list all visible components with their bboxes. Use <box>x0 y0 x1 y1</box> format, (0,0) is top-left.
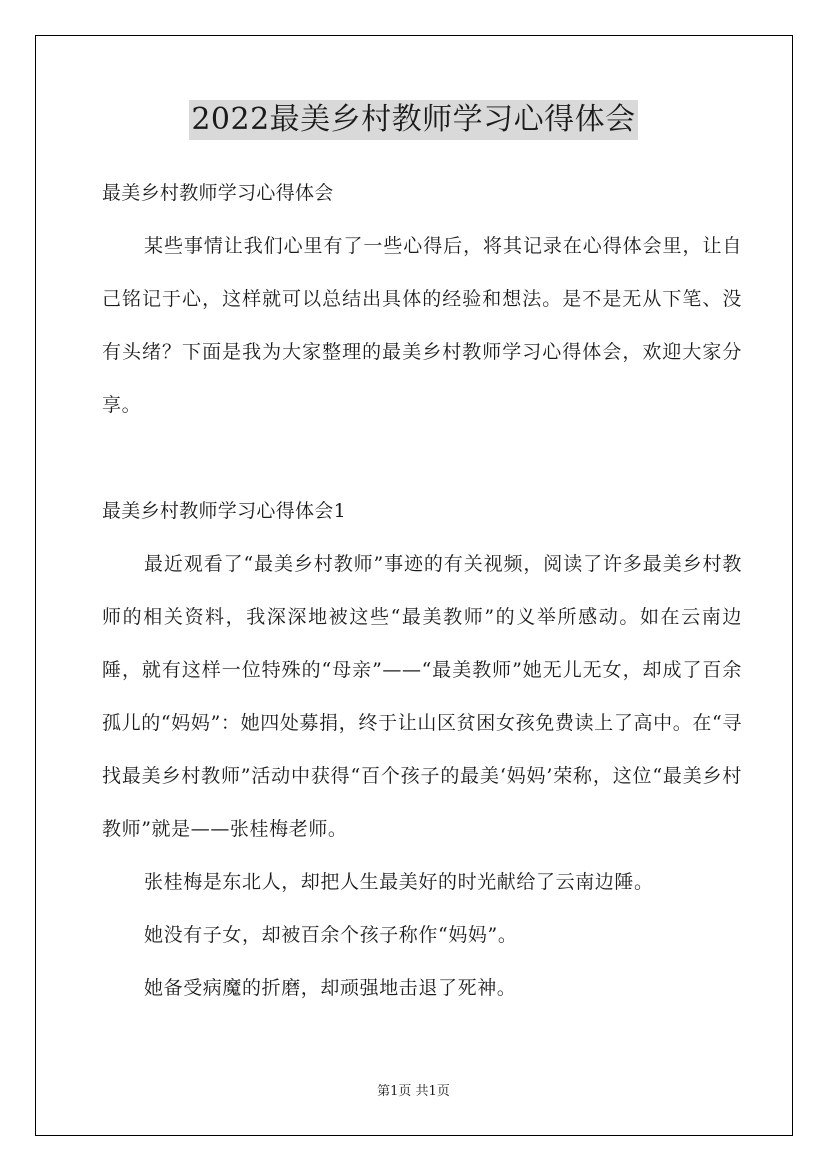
intro-heading: 最美乡村教师学习心得体会 <box>102 182 334 204</box>
section1-paragraph-1: 最近观看了“最美乡村教师”事迹的有关视频，阅读了许多最美乡村教师的相关资料，我深深地被这些“最美教师”的义举所感动。如在云南边陲，就有这样一位特殊的“母亲”——“最美教师”她无儿无女，却成了百余孤儿的“妈妈”：她四处募捐，终于让山区贫困女孩免费读上了高中。在“寻找最美乡村教师”活动中获得“百个孩子的最美‘妈妈’荣称，这位“最美乡村教师”就是——张桂梅老师。 <box>102 553 742 840</box>
document-body <box>102 167 742 1015</box>
section1-heading: 最美乡村教师学习心得体会1 <box>102 500 346 522</box>
page-footer: 第1页 共1页 <box>377 1084 450 1099</box>
title-container <box>0 100 827 140</box>
section1-paragraph-4: 她备受病魔的折磨，却顽强地击退了死神。 <box>144 977 517 999</box>
intro-paragraph: 某些事情让我们心里有了一些心得后，将其记录在心得体会里，让自己铭记于心，这样就可以总结出具体的经验和想法。是不是无从下笔、没有头绪？下面是我为大家整理的最美乡村教师学习心得体会，欢迎大家分享。 <box>102 235 742 416</box>
section1-paragraph-3: 她没有子女，却被百余个孩子称作“妈妈”。 <box>144 924 518 946</box>
document-title: 2022最美乡村教师学习心得体会 <box>189 100 637 140</box>
section-spacer <box>102 432 742 485</box>
section1-paragraph-2: 张桂梅是东北人，却把人生最美好的时光献给了云南边陲。 <box>144 871 654 893</box>
